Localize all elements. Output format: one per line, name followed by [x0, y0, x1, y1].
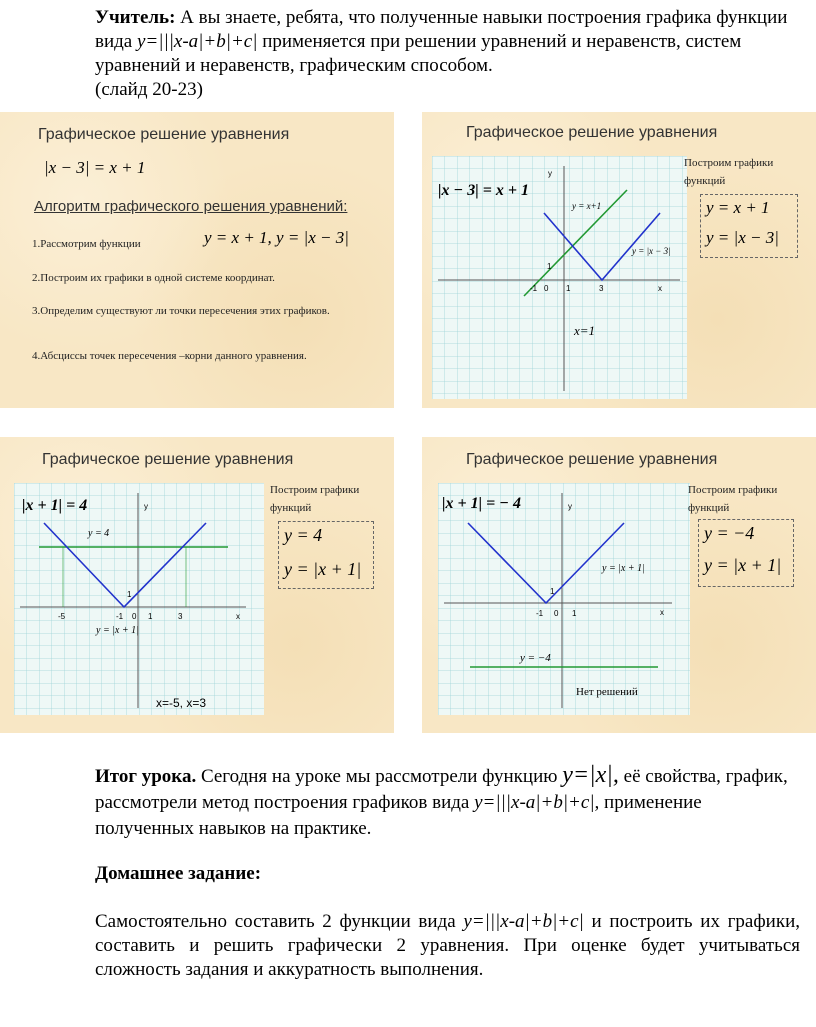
tick-label: -1: [530, 284, 538, 293]
function-2: y = |x + 1|: [284, 559, 362, 579]
slide-graph-2: [0, 437, 394, 733]
tick-label: -5: [58, 612, 66, 621]
line-label-green: y = −4: [520, 652, 551, 664]
function-1: y = x + 1: [706, 198, 770, 217]
function-1: y = 4: [284, 525, 323, 545]
axis-y-label: y: [144, 502, 148, 511]
step-2: 2.Построим их графики в одной системе координат.: [32, 272, 275, 284]
graph-svg: [14, 483, 264, 715]
graph-svg: [438, 483, 690, 715]
step-1-formula: y = x + 1, y = |x − 3|: [204, 228, 349, 247]
build-note: Построим графики функций: [688, 484, 778, 514]
teacher-label: Учитель:: [95, 7, 176, 28]
slide-algorithm: [0, 112, 394, 408]
tick-label: -1: [536, 609, 544, 618]
slide-title: Графическое решение уравнения: [42, 451, 294, 468]
tick-label: 0: [132, 612, 137, 621]
homework-paragraph: Самостоятельно составить 2 функции вида y=|||x-a|+b|+c| и построить их графики, составить и решить графически 2 уравнения. При оценке будет учитываться сложность задания и аккуратность выполнения.: [95, 911, 800, 980]
slide-equation: |x − 3| = x + 1: [438, 182, 529, 199]
answer-text: x=-5, x=3: [156, 696, 207, 710]
tick-label: 1: [566, 284, 571, 293]
axis-x-label: x: [236, 612, 240, 621]
line-label-blue: y = |x + 1|: [96, 625, 139, 636]
tick-label: 1: [547, 262, 552, 271]
function-2: y = |x − 3|: [706, 228, 779, 247]
function-1: y = −4: [704, 523, 755, 543]
graph-area: [438, 483, 690, 715]
slide-title: Графическое решение уравнения: [466, 124, 718, 141]
slide-equation: |x − 3| = x + 1: [44, 158, 146, 177]
axis-x-label: x: [660, 608, 664, 617]
tick-label: -1: [116, 612, 124, 621]
build-note: Построим графики функций: [270, 484, 360, 514]
tick-label: 1: [127, 590, 132, 599]
slide-equation: |x + 1| = 4: [22, 497, 88, 514]
answer-text: x=1: [574, 323, 596, 338]
answer-text: Нет решений: [576, 686, 638, 698]
step-1: 1.Рассмотрим функции: [32, 238, 141, 250]
axis-x-label: x: [658, 284, 662, 293]
intro-formula: y=|||x-a|+b|+c|: [137, 31, 258, 52]
tick-label: 1: [572, 609, 577, 618]
step-4: 4.Абсциссы точек пересечения –корни данного уравнения.: [32, 350, 307, 362]
step-3: 3.Определим существуют ли точки пересечения этих графиков.: [32, 305, 330, 317]
function-2: y = |x + 1|: [704, 555, 782, 575]
line-label-blue: y = |x + 1|: [602, 563, 645, 574]
build-note: Построим графики функций: [684, 157, 774, 187]
axis-y-label: y: [548, 169, 552, 178]
tick-label: 3: [178, 612, 183, 621]
tick-label: 1: [148, 612, 153, 621]
tick-label: 1: [550, 587, 555, 596]
tick-label: 0: [544, 284, 549, 293]
line-label-blue: y = |x − 3|: [632, 246, 671, 256]
homework-formula: y=|||x-a|+b|+c|: [463, 911, 584, 932]
intro-paragraph: Учитель: А вы знаете, ребята, что полученные навыки построения графика функции вида y=|||x-a|+b|+c| применяется при решении уравнений и неравенств, систем уравнений и неравенств, графическим способом. (слайд 20-23): [95, 7, 788, 100]
summary-formula: y=|||x-a|+b|+c|,: [474, 792, 600, 813]
line-label-green: y = 4: [88, 528, 110, 539]
graph-area: [14, 483, 264, 715]
summary-func: y=|x|,: [562, 762, 619, 788]
homework-label: Домашнее задание:: [95, 863, 262, 884]
slide-graph-3: [422, 437, 816, 733]
slides-ref: (слайд 20-23): [95, 79, 203, 100]
summary-label: Итог урока.: [95, 766, 197, 787]
slide-graph-1: [422, 112, 816, 408]
tick-label: 0: [554, 609, 559, 618]
slide-title: Графическое решение уравнения: [38, 126, 290, 143]
slide-equation: |x + 1| = − 4: [442, 495, 521, 512]
algorithm-title: Алгоритм графического решения уравнений:: [34, 198, 348, 215]
tick-label: 3: [599, 284, 604, 293]
axis-y-label: y: [568, 502, 572, 511]
line-label-green: y = x+1: [572, 201, 602, 211]
slide-title: Графическое решение уравнения: [466, 451, 718, 468]
summary-paragraph: Итог урока. Сегодня на уроке мы рассмотрели функцию y=|x|, её свойства, график, рассмотрели метод построения графиков вида y=|||x-a|+b|+c|, применение полученных навыков на практике.: [95, 762, 788, 839]
